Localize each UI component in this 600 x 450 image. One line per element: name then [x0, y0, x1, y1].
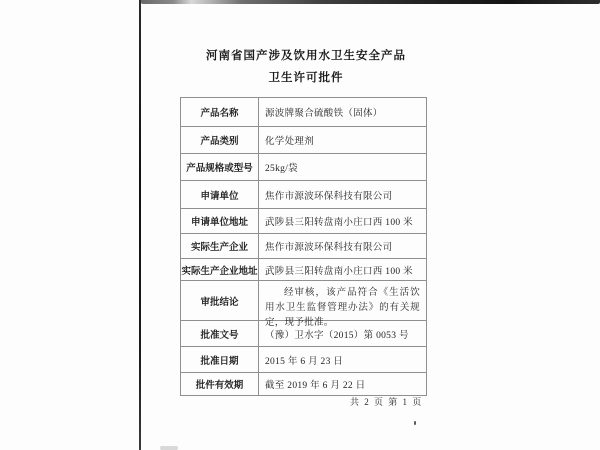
table-row-product-name [181, 98, 426, 126]
page-number: 共 2 页 第 1 页 [350, 397, 423, 407]
row-label: 产品规格或型号 [181, 154, 259, 180]
row-label: 实际生产企业 [181, 234, 259, 258]
row-label: 批准日期 [181, 347, 259, 372]
table-row-manufacturer-address [181, 258, 426, 280]
row-value: （豫）卫水字（2015）第 0053 号 [265, 330, 409, 341]
document-title-line2: 卫生许可批件 [268, 72, 344, 84]
scan-artifact [414, 421, 416, 425]
row-label: 申请单位地址 [181, 209, 259, 233]
row-value: 武陟县三阳转盘南小庄口西 100 米 [265, 266, 413, 277]
table-row-product-category [181, 126, 426, 153]
table-row-applicant [181, 180, 426, 208]
table-row-manufacturer [181, 233, 426, 258]
row-value: 化学处理剂 [265, 137, 315, 147]
table-row-approval-conclusion [181, 280, 426, 328]
row-value: 源波牌聚合硫酸铁（固体） [265, 109, 383, 119]
table-row-approval-number [181, 320, 426, 346]
table-row-validity-period [181, 372, 426, 395]
document-title-line1: 河南省国产涉及饮用水卫生安全产品 [206, 50, 406, 62]
table-row-spec-model [181, 153, 426, 180]
table-row-applicant-address [181, 208, 426, 233]
row-label: 申请单位 [181, 181, 259, 208]
row-value: 25kg/袋 [265, 164, 298, 174]
row-value: 经审核，该产品符合《生活饮用水卫生监督管理办法》的有关规定，现予批准。 [265, 288, 420, 328]
row-label: 批件有效期 [181, 373, 259, 395]
scan-shadow-top [141, 0, 600, 4]
row-value: 武陟县三阳转盘南小庄口西 100 米 [265, 218, 413, 228]
row-value: 焦作市源波环保科技有限公司 [265, 243, 393, 253]
row-value: 截至 2019 年 6 月 22 日 [265, 381, 366, 391]
row-label: 产品类别 [181, 127, 259, 153]
row-label: 实际生产企业地址 [181, 259, 259, 280]
row-value: 焦作市源波环保科技有限公司 [265, 191, 393, 202]
table-row-approval-date [181, 346, 426, 372]
scan-artifact-smudge [160, 446, 178, 450]
row-label: 批准文号 [181, 321, 259, 346]
permit-info-table [180, 97, 427, 396]
document-title [141, 45, 471, 89]
row-label: 审批结论 [181, 281, 259, 320]
row-value: 2015 年 6 月 23 日 [265, 356, 344, 367]
row-label: 产品名称 [181, 98, 259, 126]
